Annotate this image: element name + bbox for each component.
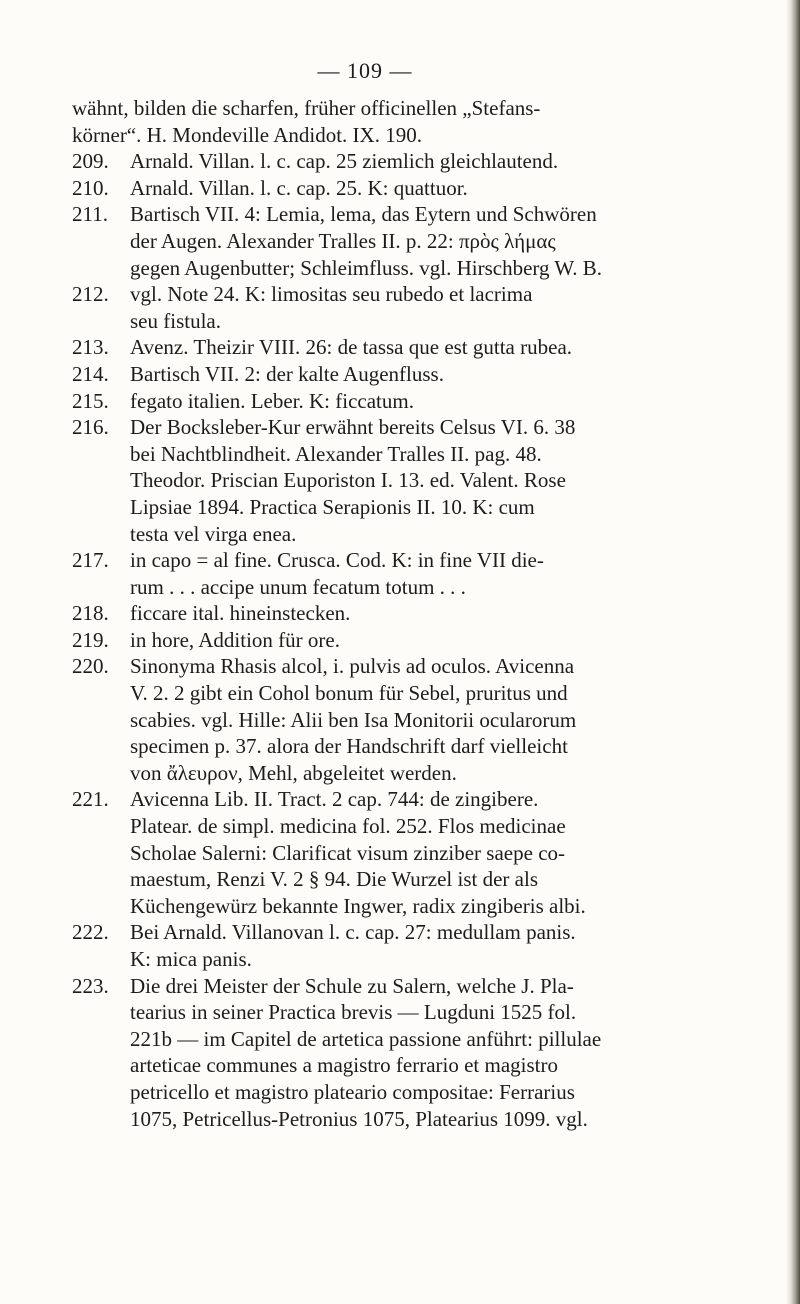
note-text: Der Bocksleber-Kur erwähnt bereits Celsus VI. 6. 38 xyxy=(130,415,576,440)
note-text: maestum, Renzi V. 2 § 94. Die Wurzel ist der als xyxy=(130,867,539,892)
note-214 xyxy=(72,361,732,388)
note-220 xyxy=(72,653,732,680)
note-number: 217. xyxy=(72,548,109,573)
note-text: testa vel virga enea. xyxy=(130,521,297,546)
note-text: Bartisch VII. 2: der kalte Augenfluss. xyxy=(130,361,444,386)
note-text: seu fistula. xyxy=(130,308,221,333)
note-number: 210. xyxy=(72,175,109,200)
note-text: bei Nachtblindheit. Alexander Tralles II. pag. 48. xyxy=(130,441,542,466)
note-text: rum . . . accipe unum fecatum totum . . . xyxy=(130,574,466,599)
note-text: Scholae Salerni: Clarificat visum zinziber saepe co- xyxy=(130,840,566,865)
note-text: arteticae communes a magistro ferrario et magistro xyxy=(130,1053,558,1078)
note-217 xyxy=(72,547,732,574)
note-number: 216. xyxy=(72,415,109,440)
note-209 xyxy=(72,148,732,175)
note-text: in hore, Addition für ore. xyxy=(130,627,340,652)
note-text: fegato italien. Leber. K: ficcatum. xyxy=(130,388,414,413)
note-221 xyxy=(72,786,732,813)
note-number: 215. xyxy=(72,388,109,413)
note-number: 222. xyxy=(72,920,109,945)
footnotes xyxy=(72,95,732,1132)
note-number: 211. xyxy=(72,202,108,227)
note-number: 220. xyxy=(72,654,109,679)
note-text: V. 2. 2 gibt ein Cohol bonum für Sebel, pruritus und xyxy=(130,681,568,706)
note-211 xyxy=(72,201,732,228)
note-223 xyxy=(72,973,732,1000)
note-text: Theodor. Priscian Euporiston I. 13. ed. Valent. Rose xyxy=(130,468,566,493)
note-text: scabies. vgl. Hille: Alii ben Isa Monitorii ocularorum xyxy=(130,707,577,732)
note-number: 213. xyxy=(72,335,109,360)
note-222 xyxy=(72,919,732,946)
note-text: gegen Augenbutter; Schleimfluss. vgl. Hirschberg W. B. xyxy=(130,255,603,280)
page-number: — 109 — xyxy=(317,58,413,83)
note-text: K: mica panis. xyxy=(130,947,252,971)
note-text: in capo = al fine. Crusca. Cod. K: in fine VII die- xyxy=(130,548,544,573)
note-213 xyxy=(72,334,732,361)
note-number: 218. xyxy=(72,601,109,626)
preamble-line: wähnt, bilden die scharfen, früher officinellen „Stefans- xyxy=(72,96,541,120)
note-number: 223. xyxy=(72,973,109,998)
note-text: der Augen. Alexander Tralles II. p. 22: πρὸς λήμας xyxy=(130,228,556,253)
note-218 xyxy=(72,600,732,627)
note-text: 221b — im Capitel de artetica passione anführt: pillulae xyxy=(130,1026,602,1051)
preamble-line: körner“. H. Mondeville Andidot. IX. 190. xyxy=(72,122,422,147)
note-text: 1075, Petricellus-Petronius 1075, Platearius 1099. vgl. xyxy=(130,1106,588,1131)
note-text: Arnald. Villan. l. c. cap. 25 ziemlich gleichlautend. xyxy=(130,149,559,174)
page-edge-shadow xyxy=(786,0,800,1304)
note-219 xyxy=(72,627,732,654)
note-number: 221. xyxy=(72,787,109,812)
note-210 xyxy=(72,175,732,202)
note-text: von ἄλευρον, Mehl, abgeleitet werden. xyxy=(130,760,457,785)
note-212 xyxy=(72,281,732,308)
note-number: 212. xyxy=(72,282,109,307)
note-text: petricello et magistro plateario compositae: Ferrarius xyxy=(130,1079,575,1104)
note-text: vgl. Note 24. K: limositas seu rubedo et lacrima xyxy=(130,282,533,307)
note-text: specimen p. 37. alora der Handschrift darf vielleicht xyxy=(130,734,568,759)
note-text: Küchengewürz bekannte Ingwer, radix zingiberis albi. xyxy=(130,893,586,918)
note-number: 214. xyxy=(72,361,109,386)
note-text: Die drei Meister der Schule zu Salern, welche J. Pla- xyxy=(130,973,574,998)
note-text: Bei Arnald. Villanovan l. c. cap. 27: medullam panis. xyxy=(130,920,576,945)
note-number: 209. xyxy=(72,149,109,174)
note-216 xyxy=(72,414,732,441)
note-text: Sinonyma Rhasis alcol, i. pulvis ad oculos. Avicenna xyxy=(130,654,575,679)
note-text: Avicenna Lib. II. Tract. 2 cap. 744: de zingibere. xyxy=(130,787,539,812)
note-text: tearius in seiner Practica brevis — Lugduni 1525 fol. xyxy=(130,1000,577,1025)
note-215 xyxy=(72,388,732,415)
note-text: Avenz. Theizir VIII. 26: de tassa que est gutta rubea. xyxy=(130,335,573,360)
note-number: 219. xyxy=(72,627,109,652)
note-text: Platear. de simpl. medicina fol. 252. Flos medicinae xyxy=(130,814,566,839)
note-text: ficcare ital. hineinstecken. xyxy=(130,601,351,626)
note-text: Lipsiae 1894. Practica Serapionis II. 10. K: cum xyxy=(130,494,535,519)
note-text: Arnald. Villan. l. c. cap. 25. K: quattuor. xyxy=(130,175,468,200)
note-text: Bartisch VII. 4: Lemia, lema, das Eytern und Schwören xyxy=(130,202,597,227)
